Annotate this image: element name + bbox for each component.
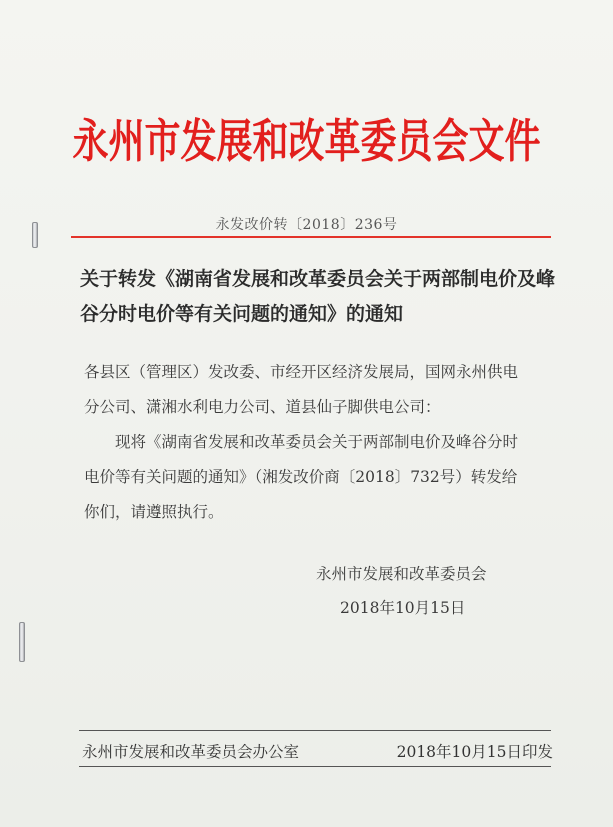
document-number: 永发改价转〔2018〕236号 — [215, 217, 398, 233]
footer-divider-bottom — [79, 766, 551, 767]
body-line: 现将《湖南省发展和改革委员会关于两部制电价及峰谷分时 — [115, 433, 519, 451]
footer-divider-top — [79, 730, 551, 731]
notice-body — [84, 355, 554, 530]
subject-line: 谷分时电价等有关问题的通知》的通知 — [80, 303, 404, 325]
document-title: 永州市发展和改革委员会文件 — [72, 114, 541, 169]
body-line: 各县区（管理区）发改委、市经开区经济发展局，国网永州供电 — [84, 363, 519, 381]
body-line: 分公司、潇湘水利电力公司、道县仙子脚供电公司： — [84, 398, 441, 416]
footer-print-date: 2018年10月15日印发 — [396, 743, 553, 761]
subject-line: 关于转发《湖南省发展和改革委员会关于两部制电价及峰 — [80, 268, 556, 290]
notice-subject — [80, 262, 556, 332]
signature-organization: 永州市发展和改革委员会 — [316, 565, 487, 583]
body-line: 你们，请遵照执行。 — [84, 503, 224, 521]
body-line: 电价等有关问题的通知》（湘发改价商〔2018〕732号）转发给 — [84, 468, 518, 486]
staple-bottom — [19, 622, 25, 662]
red-divider — [71, 236, 551, 238]
footer-issuing-office: 永州市发展和改革委员会办公室 — [82, 743, 300, 761]
signature-date: 2018年10月15日 — [340, 599, 466, 617]
